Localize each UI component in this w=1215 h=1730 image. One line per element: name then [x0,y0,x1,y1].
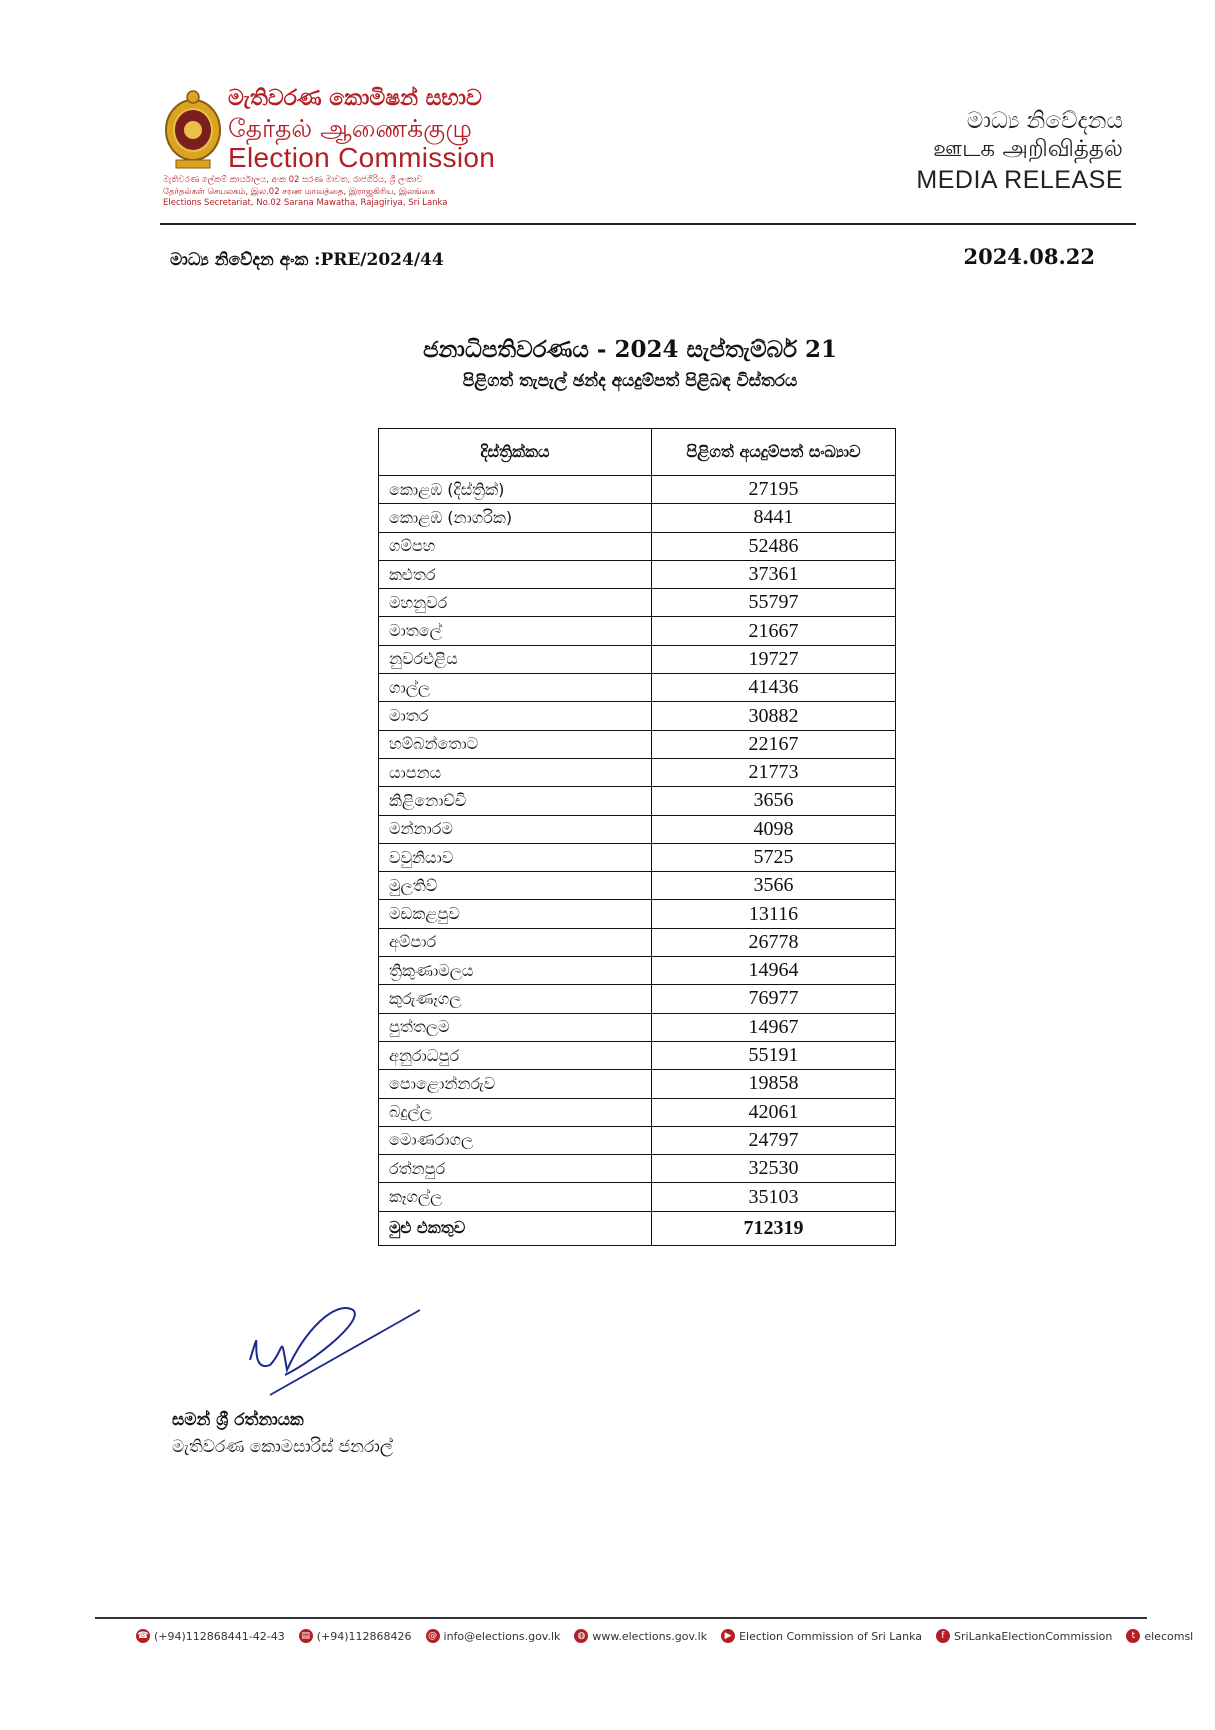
district-cell: රත්නපුර [379,1155,652,1183]
table-row [379,1041,896,1069]
district-cell: පුත්තලම [379,1013,652,1041]
count-cell: 27195 [652,476,896,504]
count-cell: 41436 [652,674,896,702]
signatory-title: මැතිවරණ කොමසාරිස් ජනරාල් [172,1437,393,1457]
count-cell: 14967 [652,1013,896,1041]
footer-phone[interactable]: ☎ (+94)112868441-42-43 [137,1629,285,1643]
table-row [379,532,896,560]
footer-divider [95,1617,1147,1619]
district-cell: නුවරඑළිය [379,645,652,673]
total-label-cell: මුළු එකතුව [379,1211,652,1245]
table-row [379,560,896,588]
district-cell: කොළඹ (නාගරික) [379,504,652,532]
phone-icon: ☎ [137,1631,149,1641]
org-name-sinhala: මැතිවරණ කොමිෂන් සභාව [228,86,482,111]
table-row [379,985,896,1013]
table-row [379,928,896,956]
footer-facebook[interactable]: f SriLankaElectionCommission [936,1629,1112,1643]
count-cell: 76977 [652,985,896,1013]
district-cell: අම්පාර [379,928,652,956]
count-cell: 22167 [652,730,896,758]
count-cell: 3566 [652,872,896,900]
count-cell: 19727 [652,645,896,673]
column-header-district: දිස්ත්‍රික්කය [379,429,652,476]
district-cell: බදුල්ල [379,1098,652,1126]
document-subtitle: පිළිගත් තැපැල් ඡන්ද අයදුම්පත් පිළිබඳ විස්තරය [462,371,798,391]
count-cell: 8441 [652,504,896,532]
table-row [379,645,896,673]
district-cell: මහනුවර [379,589,652,617]
footer-youtube[interactable]: ▶ Election Commission of Sri Lanka [721,1629,922,1643]
count-cell: 55797 [652,589,896,617]
district-cell: කෑගල්ල [379,1183,652,1211]
header-divider [160,223,1136,225]
table-row [379,957,896,985]
media-release-tamil: ஊடக அறிவித்தல் [933,136,1123,162]
table-row [379,815,896,843]
count-cell: 42061 [652,1098,896,1126]
table-row [379,1013,896,1041]
address-english: Elections Secretariat, No.02 Sarana Mawatha, Rajagiriya, Sri Lanka [163,198,448,208]
org-name-tamil: தேர்தல் ஆணைக்குழு [228,114,472,143]
table-row [379,787,896,815]
fax-icon: ▤ [299,1629,313,1643]
table-row [379,674,896,702]
release-reference: මාධ්‍ය නිවේදන අංක :PRE/2024/44 [170,250,444,270]
district-cell: කිළිනොච්චි [379,787,652,815]
release-date: 2024.08.22 [963,244,1095,269]
table-row [379,758,896,786]
count-cell: 21773 [652,758,896,786]
district-cell: වවුනියාව [379,843,652,871]
footer-fax[interactable]: ▤ (+94)112868426 [299,1629,412,1643]
footer-email[interactable]: @ info@elections.gov.lk [426,1629,561,1643]
district-cell: මඩකළපුව [379,900,652,928]
table-total-row [379,1211,896,1245]
count-cell: 21667 [652,617,896,645]
org-name-english: Election Commission [228,142,496,173]
count-cell: 37361 [652,560,896,588]
media-release-sinhala: මාධ්‍ය නිවේදනය [966,108,1123,134]
table-row [379,843,896,871]
count-cell: 14964 [652,957,896,985]
count-cell: 19858 [652,1070,896,1098]
footer-twitter[interactable]: t elecomsl [1126,1629,1193,1643]
count-cell: 26778 [652,928,896,956]
district-cell: මාතර [379,702,652,730]
column-header-count: පිළිගත් අයදුම්පත් සංඛ්‍යාව [652,429,896,476]
document-title: ජනාධිපතිවරණය - 2024 සැප්තැම්බර් 21 [423,336,837,363]
facebook-icon: f [936,1629,950,1643]
count-cell: 52486 [652,532,896,560]
table-row [379,1070,896,1098]
table-row [379,1098,896,1126]
globe-icon: ◍ [574,1629,588,1643]
count-cell: 35103 [652,1183,896,1211]
district-cell: අනුරාධපුර [379,1041,652,1069]
district-cell: මොණරාගල [379,1126,652,1154]
table-row [379,1183,896,1211]
district-cell: කුරුණෑගල [379,985,652,1013]
count-cell: 55191 [652,1041,896,1069]
district-cell: ගම්පහ [379,532,652,560]
table-header-row [379,429,896,476]
table-row [379,504,896,532]
count-cell: 13116 [652,900,896,928]
media-release-english: MEDIA RELEASE [916,166,1123,194]
count-cell: 30882 [652,702,896,730]
count-cell: 24797 [652,1126,896,1154]
district-cell: හම්බන්තොට [379,730,652,758]
email-icon: @ [426,1629,440,1643]
count-cell: 4098 [652,815,896,843]
district-cell: ගාල්ල [379,674,652,702]
table-row [379,589,896,617]
signatory-name: සමන් ශ්‍රී රත්නායක [172,1410,304,1430]
address-sinhala: මැතිවරණ ලේකම් කාර්යාලය, අංක 02 සරණ මාවත, රාජගිරිය, ශ්‍රී ලංකාව [163,175,423,185]
district-cell: මන්නාරම [379,815,652,843]
count-cell: 3656 [652,787,896,815]
district-cell: මාතලේ [379,617,652,645]
district-cell: කොළඹ (දිස්ත්‍රික්) [379,476,652,504]
district-cell: පොළොන්නරුව [379,1070,652,1098]
count-cell: 5725 [652,843,896,871]
district-cell: යාපනය [379,758,652,786]
table-row [379,872,896,900]
table-row [379,900,896,928]
table-row [379,702,896,730]
table-row [379,1126,896,1154]
district-cell: ත්‍රිකුණාමලය [379,957,652,985]
table-row [379,730,896,758]
table-row [379,1155,896,1183]
address-tamil: தேர்தல்கள் செயலகம், இல.02 சரண மாவத்தை, இராஜகிரிய, இலங்கை [163,187,436,197]
postal-applications-table [378,428,896,1246]
youtube-icon: ▶ [721,1629,735,1643]
table-row [379,476,896,504]
footer-contacts [136,1629,1194,1643]
district-cell: මුලතිව් [379,872,652,900]
table-body [379,476,896,1246]
signature [225,1290,435,1400]
count-cell: 32530 [652,1155,896,1183]
table-row [379,617,896,645]
district-cell: කළුතර [379,560,652,588]
twitter-icon: t [1126,1629,1140,1643]
footer-website[interactable]: ◍ www.elections.gov.lk [574,1629,707,1643]
total-value-cell: 712319 [652,1211,896,1245]
